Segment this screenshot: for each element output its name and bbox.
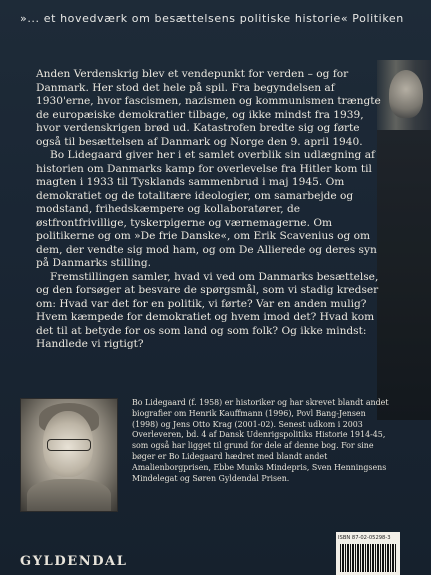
blurb-paragraph-1: Anden Verdenskrig blev et vendepunkt for verden – og for Danmark. Her stod det hele på spil. Fra begyndelsen af 1930'erne, hvor fascismen, nazismen og kommunismen trængte de europæiske demokratier tilbage, og ikke mindst fra 1939, hvor verdenskrigen brød ud. Katastrofen bredte sig og førte også til besættelsen af Danmark og Norge den 9. april 1940. [36,68,381,148]
author-shirt [27,479,111,512]
blurb-paragraph-2: Bo Lidegaard giver her i et samlet overblik sin udlægning af historien om Danmarks kamp for overlevelse fra Hitler kom til magten i 1933 til Tysklands sammenbrud i maj 1945. Om demokratiet og de totalitære ideologier, om samarbejde og modstand, frihedskæmpere og kollaboratører, de østfrontfrivillige, tyskerpigerne og værnemagerne. Om politikerne og om »De frie Danske«, om Erik Scavenius og om dem, der vendte sig mod ham, og om De Allierede og deres syn på Danmarks stilling. [36,149,377,269]
front-cover-photo-strip [377,60,431,420]
portrait-figure-icon [389,70,423,118]
review-quote: »... et hovedværk om besættelsens politiske historie« Politiken [20,12,404,25]
blurb-paragraph-3: Fremstillingen samler, hvad vi ved om Danmarks besættelse, og den forsøger at besvare de spørgsmål, som vi stadig kredser om: Hvad var det for en politik, vi førte? Var en anden mulig? Hvem kæmpede for demokratiet og hvem imod det? Hvad kom det til at betyde for os som land og som folk? Og ikke mindst: Handlede vi rigtigt? [36,270,379,350]
publisher-logo: GYLDENDAL [20,554,128,569]
author-bio [132,398,392,484]
author-bio-text: Bo Lidegaard (f. 1958) er historiker og har skrevet blandt andet biografier om Henrik Kauffmann (1996), Povl Bang-Jensen (1998) og Jens Otto Krag (2001-02). Senest udkom i 2003 Overleveren, bd. 4 af Dansk Udenrigspolitiks Historie 1914-45, som også har ligget til grund for dele af denne bog. For sine bøger er Bo Lidegaard hædret med blandt andet Amalienborgprisen, Ebbe Munks Mindepris, Sven Henningsens Mindelegat og Søren Gyldendal Prisen. [132,398,389,483]
glasses-icon [47,439,91,451]
author-photo [20,398,118,512]
barcode [336,532,400,575]
barcode-bars-icon [340,544,396,572]
isbn-text: ISBN 87-02-05298-3 [338,535,391,541]
blurb-text [36,68,381,352]
portrait-coat [377,130,431,420]
